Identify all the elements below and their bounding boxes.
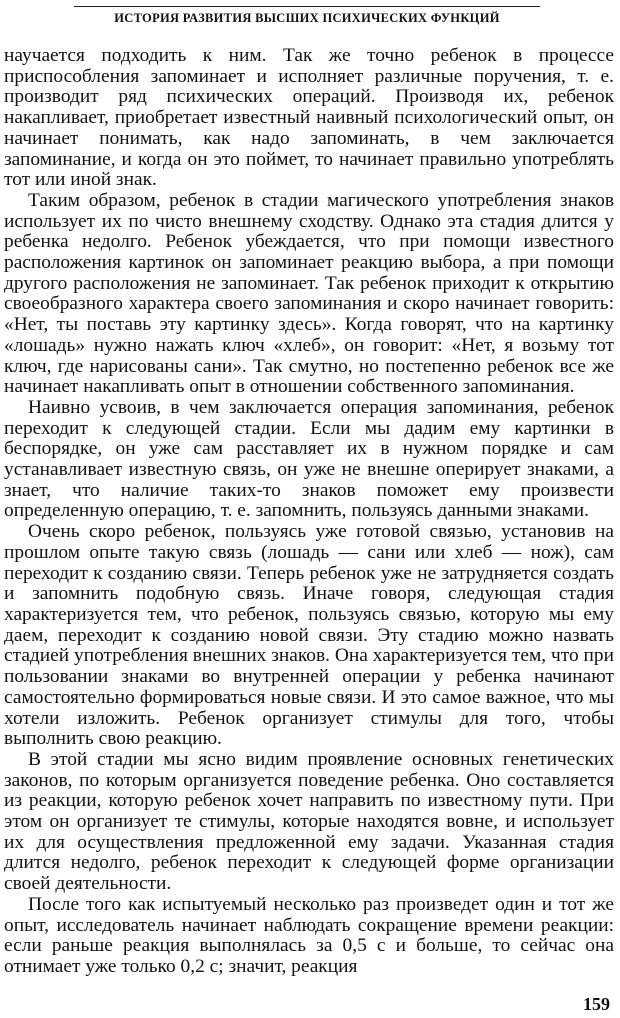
- paragraph-5: В этой стадии мы ясно видим проявление основных генетических законов, по которым организуется поведение ребенка. Оно составляется из реакции, которую ребенок хочет направить по известному пути. При этом он организует те стимулы, которые находятся вовне, и использует их для осуществления предложенной ему задачи. Указанная стадия длится недолго, ребенок переходит к следующей форме организации своей деятельности.: [4, 748, 614, 895]
- body-text: [4, 46, 614, 978]
- paragraph-1: научается подходить к ним. Так же точно ребенок в процессе приспособления запоминает и исполняет различные поручения, т. е. производит ряд психических операций. Производя их, ребенок накапливает, приобретает известный наивный психологический опыт, он начинает понимать, как надо запоминать, в чем заключается запоминание, и когда он это поймет, то начинает правильно употреблять тот или иной знак.: [4, 45, 614, 191]
- paragraph-4: Очень скоро ребенок, пользуясь уже готовой связью, установив на прошлом опыте такую связь (лошадь — сани или хлеб — нож), сам переходит к созданию связи. Теперь ребенок уже не затрудняется создать и запомнить подобную связь. Иначе говоря, следующая стадия характеризуется тем, что ребенок, пользуясь связью, которую мы ему даем, переходит к созданию новой связи. Эту стадию можно назвать стадией употребления внешних знаков. Она характеризуется тем, что при пользовании знаками во внутренней операции у ребенка начинают самостоятельно формироваться новые связи. И это самое важное, что мы хотели изложить. Ребенок организует стимулы для того, чтобы выполнить свою реакцию.: [4, 521, 614, 750]
- page-number: 159: [583, 994, 610, 1014]
- paragraph-3: Наивно усвоив, в чем заключается операция запоминания, ребенок переходит к следующей стадии. Если мы дадим ему картинки в беспорядке, он уже сам расставляет их в нужном порядке и сам устанавливает известную связь, он уже не внешне оперирует знаками, а знает, что наличие таких-то знаков поможет ему произвести определенную операцию, т. е. запомнить, пользуясь данными знаками.: [4, 396, 614, 522]
- running-header: ИСТОРИЯ РАЗВИТИЯ ВЫСШИХ ПСИХИЧЕСКИХ ФУНКЦИЙ: [74, 6, 540, 26]
- paragraph-2: Таким образом, ребенок в стадии магического употребления знаков использует их по чисто внешнему сходству. Однако эта стадия длится у ребенка недолго. Ребенок убеждается, что при помощи известного расположения картинок он запоминает реакцию выбора, а при помощи другого расположения не запоминает. Так ребенок приходит к открытию своеобразного характера своего запоминания и скоро начинает говорить: «Нет, ты поставь эту картинку здесь». Когда говорят, что на картинку «лошадь» нужно нажать ключ «хлеб», он говорит: «Нет, я возьму тот ключ, где нарисованы сани». Так смутно, но постепенно ребенок все же начинает накапливать опыт в отношении собственного запоминания.: [4, 189, 614, 398]
- paragraph-6: После того как испытуемый несколько раз произведет один и тот же опыт, исследователь начинает наблюдать сокращение времени реакции: если раньше реакция выполнялась за 0,5 с и больше, то сейчас она отнимает уже только 0,2 с; значит, реакция: [4, 893, 614, 977]
